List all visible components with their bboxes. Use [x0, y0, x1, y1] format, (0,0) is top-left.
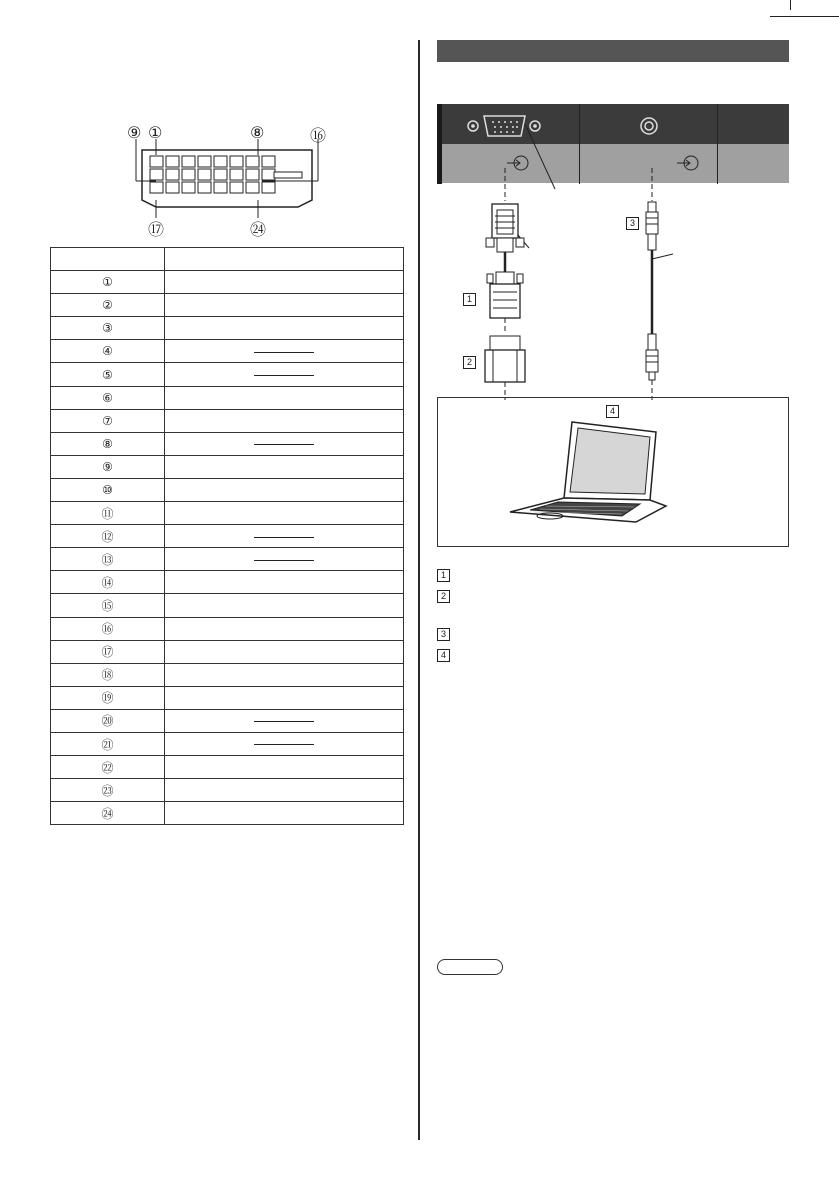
table-row	[51, 478, 404, 501]
pin-number-cell: ①	[51, 271, 165, 294]
signal-name-cell	[165, 571, 404, 594]
pin-number-cell: ②	[51, 294, 165, 317]
table-row	[51, 686, 404, 709]
pin-number-cell: ⑭	[51, 571, 165, 594]
table-row	[51, 663, 404, 686]
table-row	[51, 779, 404, 802]
table-row	[51, 756, 404, 779]
pin-number-cell: ⑲	[51, 686, 165, 709]
callout-2: 2	[463, 356, 476, 369]
signal-name-cell	[165, 432, 404, 455]
pin-label-8: ⑧	[250, 125, 265, 142]
crop-mark	[790, 0, 791, 10]
table-row	[51, 709, 404, 732]
table-row	[51, 617, 404, 640]
callout-4: 4	[606, 405, 619, 418]
table-row	[51, 502, 404, 525]
pin-number-cell: ⑨	[51, 455, 165, 478]
dvi-pin	[166, 169, 179, 180]
table-row	[51, 340, 404, 363]
no-connection-line	[254, 375, 314, 376]
pin-number-cell: ⑱	[51, 663, 165, 686]
dvi-pin	[246, 169, 259, 180]
dvi-pin	[262, 169, 275, 180]
signal-name-cell	[165, 617, 404, 640]
signal-name-cell	[165, 640, 404, 663]
signal-name-cell	[165, 271, 404, 294]
dvi-pin	[246, 156, 259, 167]
pin-number-cell: ⑦	[51, 409, 165, 432]
legend-num-2: 2	[437, 590, 450, 603]
dvi-pin	[262, 156, 275, 167]
dvi-pin	[198, 169, 211, 180]
pin-number-cell: ⑥	[51, 386, 165, 409]
dvi-pin	[246, 182, 259, 193]
no-connection-line	[254, 721, 314, 722]
callout-1: 1	[463, 293, 476, 306]
signal-name-cell	[165, 663, 404, 686]
table-row	[51, 386, 404, 409]
pin-number-cell: ④	[51, 340, 165, 363]
signal-name-cell	[165, 709, 404, 732]
dvi-pin	[182, 169, 195, 180]
dvi-pin	[182, 182, 195, 193]
pin-label-16: ⑯	[310, 128, 327, 145]
signal-name-cell	[165, 317, 404, 340]
pin-number-cell: ⑩	[51, 478, 165, 501]
pin-number-cell: ⑪	[51, 502, 165, 525]
crop-mark	[770, 16, 839, 17]
signal-name-cell	[165, 386, 404, 409]
table-header-row	[51, 248, 404, 271]
dvi-pin	[198, 156, 211, 167]
table-row	[51, 594, 404, 617]
section-heading-bar	[437, 40, 789, 62]
signal-name-cell	[165, 548, 404, 571]
dvi-pin	[150, 182, 163, 193]
no-connection-line	[254, 444, 314, 445]
signal-name-cell	[165, 409, 404, 432]
signal-name-cell	[165, 502, 404, 525]
table-header-cell	[165, 248, 404, 271]
legend-num-4: 4	[437, 649, 450, 662]
legend-num-1: 1	[437, 569, 450, 582]
no-connection-line	[254, 352, 314, 353]
table-row	[51, 432, 404, 455]
pin-number-cell: ③	[51, 317, 165, 340]
signal-name-cell	[165, 478, 404, 501]
signal-name-cell	[165, 802, 404, 825]
table-row	[51, 525, 404, 548]
pin-table	[50, 247, 404, 825]
table-row	[51, 363, 404, 386]
table-row	[51, 640, 404, 663]
pin-number-cell: ⑳	[51, 709, 165, 732]
dvi-pin	[214, 182, 227, 193]
legend-num-3: 3	[437, 628, 450, 641]
pin-number-cell: ㉑	[51, 732, 165, 755]
pin-number-cell: ⑯	[51, 617, 165, 640]
dvi-pin	[166, 182, 179, 193]
column-divider	[418, 40, 420, 1140]
signal-name-cell	[165, 594, 404, 617]
pin-number-cell: ㉒	[51, 756, 165, 779]
dvi-pin	[198, 182, 211, 193]
pin-label-24: ㉔	[250, 222, 267, 239]
no-connection-line	[254, 537, 314, 538]
table-row	[51, 455, 404, 478]
laptop-icon	[500, 418, 670, 524]
signal-name-cell	[165, 525, 404, 548]
table-row	[51, 271, 404, 294]
dvi-pin	[214, 156, 227, 167]
dvi-pin	[150, 169, 163, 180]
signal-name-cell	[165, 732, 404, 755]
table-row	[51, 732, 404, 755]
pin-number-cell: ⑧	[51, 432, 165, 455]
pin-number-cell: ㉓	[51, 779, 165, 802]
pin-number-cell: ㉔	[51, 802, 165, 825]
dvi-pin	[182, 156, 195, 167]
signal-name-cell	[165, 363, 404, 386]
signal-name-cell	[165, 779, 404, 802]
table-row	[51, 294, 404, 317]
pin-label-9: ⑨	[127, 125, 142, 142]
dvi-pin	[262, 182, 275, 193]
table-row	[51, 571, 404, 594]
pin-number-cell: ⑰	[51, 640, 165, 663]
dvi-pin	[150, 156, 163, 167]
note-badge	[437, 959, 503, 975]
pin-number-cell: ⑫	[51, 525, 165, 548]
dvi-pin	[230, 156, 243, 167]
table-row	[51, 802, 404, 825]
dvi-pin-diagram	[120, 122, 335, 237]
signal-name-cell	[165, 756, 404, 779]
no-connection-line	[254, 744, 314, 745]
pin-label-17: ⑰	[148, 222, 165, 239]
pin-number-cell: ⑬	[51, 548, 165, 571]
signal-name-cell	[165, 294, 404, 317]
dvi-pin	[214, 169, 227, 180]
table-row	[51, 409, 404, 432]
callout-3: 3	[626, 217, 639, 230]
terminal-panel-drawing	[437, 104, 789, 404]
table-row	[51, 317, 404, 340]
pin-label-1: ①	[148, 125, 163, 142]
dvi-pin	[166, 156, 179, 167]
table-header-cell	[51, 248, 165, 271]
dvi-pin	[230, 169, 243, 180]
pin-number-cell: ⑤	[51, 363, 165, 386]
table-row	[51, 548, 404, 571]
signal-name-cell	[165, 340, 404, 363]
signal-name-cell	[165, 455, 404, 478]
pin-number-cell: ⑮	[51, 594, 165, 617]
signal-name-cell	[165, 686, 404, 709]
no-connection-line	[254, 560, 314, 561]
dvi-pin	[230, 182, 243, 193]
